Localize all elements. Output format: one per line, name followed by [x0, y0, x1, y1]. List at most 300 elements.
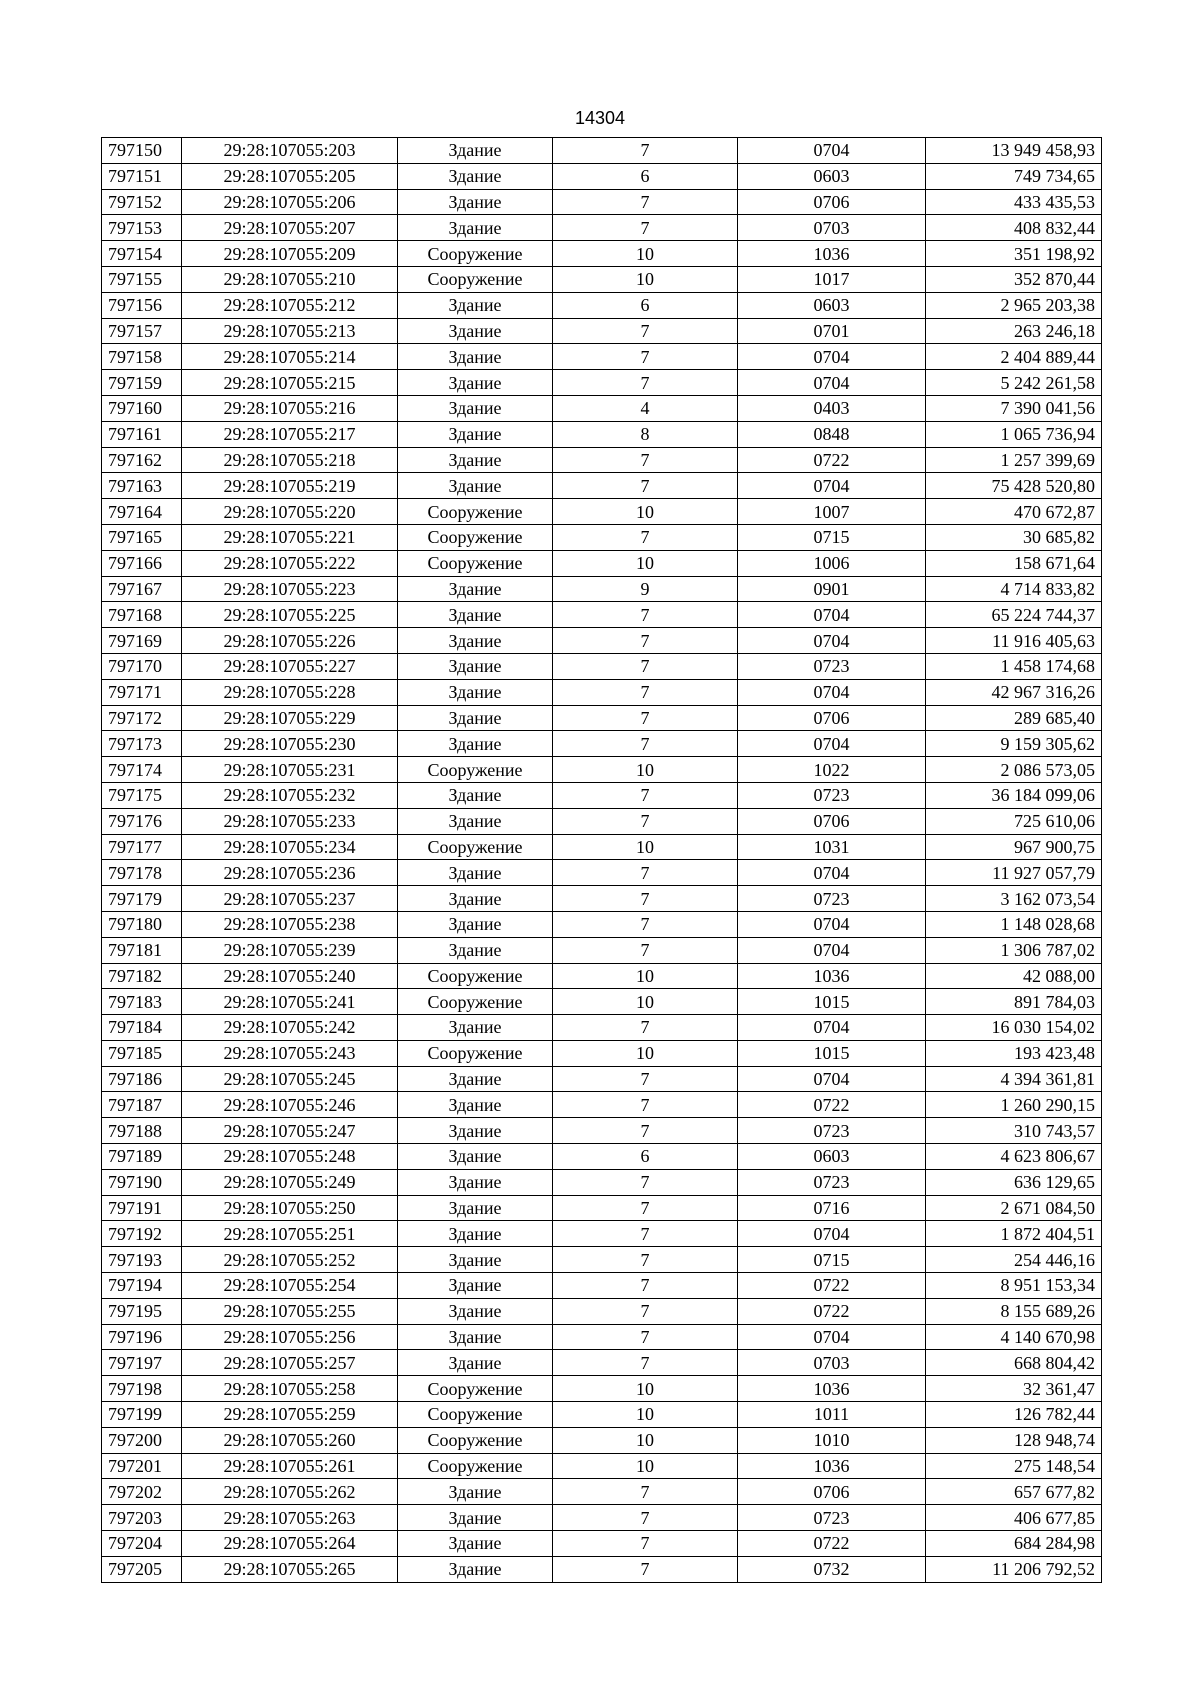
cadastral-number-cell: 29:28:107055:254 — [182, 1273, 398, 1299]
row-number-cell: 797162 — [102, 447, 182, 473]
cadastral-value-cell: 275 148,54 — [926, 1453, 1102, 1479]
table-row — [102, 1531, 1102, 1557]
cadastral-number-cell: 29:28:107055:245 — [182, 1066, 398, 1092]
row-number-cell: 797153 — [102, 215, 182, 241]
row-number-cell: 797185 — [102, 1040, 182, 1066]
table-row — [102, 886, 1102, 912]
object-type-cell: Здание — [398, 370, 553, 396]
cadastral-number-cell: 29:28:107055:219 — [182, 473, 398, 499]
table-row — [102, 292, 1102, 318]
cadastral-value-cell: 128 948,74 — [926, 1427, 1102, 1453]
group-cell: 10 — [553, 1040, 738, 1066]
object-type-cell: Здание — [398, 1195, 553, 1221]
table-row — [102, 241, 1102, 267]
group-cell: 7 — [553, 1169, 738, 1195]
cadastral-value-cell: 126 782,44 — [926, 1402, 1102, 1428]
table-row — [102, 1195, 1102, 1221]
row-number-cell: 797170 — [102, 653, 182, 679]
group-cell: 7 — [553, 1556, 738, 1582]
row-number-cell: 797167 — [102, 576, 182, 602]
group-cell: 7 — [553, 1298, 738, 1324]
object-type-cell: Здание — [398, 215, 553, 241]
cadastral-value-cell: 2 086 573,05 — [926, 757, 1102, 783]
cadastral-number-cell: 29:28:107055:257 — [182, 1350, 398, 1376]
row-number-cell: 797204 — [102, 1531, 182, 1557]
table-row — [102, 679, 1102, 705]
cadastral-number-cell: 29:28:107055:261 — [182, 1453, 398, 1479]
cadastral-value-cell: 13 949 458,93 — [926, 138, 1102, 164]
table-row — [102, 266, 1102, 292]
cadastral-number-cell: 29:28:107055:212 — [182, 292, 398, 318]
code-cell: 0403 — [738, 395, 926, 421]
code-cell: 0701 — [738, 318, 926, 344]
cadastral-value-cell: 75 428 520,80 — [926, 473, 1102, 499]
group-cell: 7 — [553, 731, 738, 757]
group-cell: 7 — [553, 1221, 738, 1247]
code-cell: 0704 — [738, 370, 926, 396]
code-cell: 1022 — [738, 757, 926, 783]
page-number: 14304 — [574, 108, 626, 128]
table-row — [102, 1221, 1102, 1247]
row-number-cell: 797201 — [102, 1453, 182, 1479]
row-number-cell: 797171 — [102, 679, 182, 705]
row-number-cell: 797199 — [102, 1402, 182, 1428]
cadastral-value-cell: 1 872 404,51 — [926, 1221, 1102, 1247]
table-row — [102, 963, 1102, 989]
cadastral-value-cell: 9 159 305,62 — [926, 731, 1102, 757]
cadastral-number-cell: 29:28:107055:221 — [182, 524, 398, 550]
object-type-cell: Сооружение — [398, 499, 553, 525]
table-row — [102, 318, 1102, 344]
group-cell: 7 — [553, 1118, 738, 1144]
row-number-cell: 797179 — [102, 886, 182, 912]
object-type-cell: Здание — [398, 1092, 553, 1118]
cadastral-number-cell: 29:28:107055:206 — [182, 189, 398, 215]
object-type-cell: Сооружение — [398, 266, 553, 292]
table-row — [102, 1505, 1102, 1531]
group-cell: 6 — [553, 292, 738, 318]
cadastral-number-cell: 29:28:107055:223 — [182, 576, 398, 602]
cadastral-value-cell: 967 900,75 — [926, 834, 1102, 860]
cadastral-value-cell: 1 257 399,69 — [926, 447, 1102, 473]
cadastral-number-cell: 29:28:107055:251 — [182, 1221, 398, 1247]
table-row — [102, 1402, 1102, 1428]
object-type-cell: Здание — [398, 1066, 553, 1092]
code-cell: 1007 — [738, 499, 926, 525]
object-type-cell: Сооружение — [398, 550, 553, 576]
cadastral-value-cell: 725 610,06 — [926, 808, 1102, 834]
code-cell: 0722 — [738, 1298, 926, 1324]
cadastral-value-cell: 1 065 736,94 — [926, 421, 1102, 447]
table-row — [102, 653, 1102, 679]
cadastral-value-cell: 11 916 405,63 — [926, 628, 1102, 654]
object-type-cell: Здание — [398, 1118, 553, 1144]
group-cell: 7 — [553, 886, 738, 912]
object-type-cell: Здание — [398, 731, 553, 757]
table-row — [102, 1273, 1102, 1299]
object-type-cell: Здание — [398, 705, 553, 731]
cadastral-number-cell: 29:28:107055:247 — [182, 1118, 398, 1144]
object-type-cell: Здание — [398, 318, 553, 344]
code-cell: 0723 — [738, 782, 926, 808]
code-cell: 0723 — [738, 1118, 926, 1144]
row-number-cell: 797193 — [102, 1247, 182, 1273]
row-number-cell: 797166 — [102, 550, 182, 576]
object-type-cell: Здание — [398, 937, 553, 963]
group-cell: 10 — [553, 241, 738, 267]
table-row — [102, 1015, 1102, 1041]
table-row — [102, 1298, 1102, 1324]
cadastral-value-cell: 433 435,53 — [926, 189, 1102, 215]
cadastral-value-cell: 5 242 261,58 — [926, 370, 1102, 396]
object-type-cell: Здание — [398, 1015, 553, 1041]
code-cell: 0706 — [738, 705, 926, 731]
cadastral-number-cell: 29:28:107055:237 — [182, 886, 398, 912]
table-row — [102, 1040, 1102, 1066]
row-number-cell: 797175 — [102, 782, 182, 808]
code-cell: 0706 — [738, 189, 926, 215]
cadastral-value-cell: 7 390 041,56 — [926, 395, 1102, 421]
object-type-cell: Здание — [398, 473, 553, 499]
object-type-cell: Здание — [398, 1273, 553, 1299]
cadastral-number-cell: 29:28:107055:226 — [182, 628, 398, 654]
row-number-cell: 797158 — [102, 344, 182, 370]
row-number-cell: 797188 — [102, 1118, 182, 1144]
cadastral-number-cell: 29:28:107055:209 — [182, 241, 398, 267]
group-cell: 10 — [553, 550, 738, 576]
code-cell: 0704 — [738, 1015, 926, 1041]
object-type-cell: Здание — [398, 576, 553, 602]
table-row — [102, 808, 1102, 834]
table-row — [102, 1169, 1102, 1195]
cadastral-number-cell: 29:28:107055:243 — [182, 1040, 398, 1066]
group-cell: 10 — [553, 834, 738, 860]
group-cell: 7 — [553, 318, 738, 344]
object-type-cell: Здание — [398, 886, 553, 912]
row-number-cell: 797160 — [102, 395, 182, 421]
cadastral-number-cell: 29:28:107055:222 — [182, 550, 398, 576]
object-type-cell: Сооружение — [398, 1453, 553, 1479]
cadastral-value-cell: 2 404 889,44 — [926, 344, 1102, 370]
cadastral-number-cell: 29:28:107055:248 — [182, 1144, 398, 1170]
group-cell: 7 — [553, 447, 738, 473]
group-cell: 7 — [553, 679, 738, 705]
object-type-cell: Здание — [398, 602, 553, 628]
code-cell: 0704 — [738, 1221, 926, 1247]
group-cell: 7 — [553, 705, 738, 731]
code-cell: 0715 — [738, 1247, 926, 1273]
cadastral-value-cell: 1 260 290,15 — [926, 1092, 1102, 1118]
code-cell: 0704 — [738, 731, 926, 757]
row-number-cell: 797151 — [102, 163, 182, 189]
table-row — [102, 1479, 1102, 1505]
row-number-cell: 797157 — [102, 318, 182, 344]
code-cell: 0715 — [738, 524, 926, 550]
code-cell: 1036 — [738, 1376, 926, 1402]
group-cell: 10 — [553, 1376, 738, 1402]
code-cell: 0704 — [738, 860, 926, 886]
cadastral-number-cell: 29:28:107055:231 — [182, 757, 398, 783]
object-type-cell: Здание — [398, 1556, 553, 1582]
object-type-cell: Здание — [398, 1479, 553, 1505]
table-row — [102, 782, 1102, 808]
code-cell: 0704 — [738, 344, 926, 370]
group-cell: 10 — [553, 1453, 738, 1479]
code-cell: 0723 — [738, 653, 926, 679]
row-number-cell: 797182 — [102, 963, 182, 989]
cadastral-value-cell: 4 140 670,98 — [926, 1324, 1102, 1350]
code-cell: 0722 — [738, 447, 926, 473]
row-number-cell: 797203 — [102, 1505, 182, 1531]
cadastral-number-cell: 29:28:107055:225 — [182, 602, 398, 628]
table-row — [102, 1453, 1102, 1479]
cadastral-number-cell: 29:28:107055:214 — [182, 344, 398, 370]
cadastral-value-cell: 4 714 833,82 — [926, 576, 1102, 602]
table-row — [102, 163, 1102, 189]
table-row — [102, 1092, 1102, 1118]
group-cell: 10 — [553, 499, 738, 525]
row-number-cell: 797169 — [102, 628, 182, 654]
group-cell: 7 — [553, 1273, 738, 1299]
row-number-cell: 797200 — [102, 1427, 182, 1453]
row-number-cell: 797205 — [102, 1556, 182, 1582]
group-cell: 8 — [553, 421, 738, 447]
row-number-cell: 797164 — [102, 499, 182, 525]
group-cell: 7 — [553, 189, 738, 215]
code-cell: 0704 — [738, 679, 926, 705]
table-body — [102, 138, 1102, 1583]
cadastral-value-cell: 351 198,92 — [926, 241, 1102, 267]
cadastral-value-cell: 470 672,87 — [926, 499, 1102, 525]
cadastral-number-cell: 29:28:107055:255 — [182, 1298, 398, 1324]
cadastral-value-cell: 668 804,42 — [926, 1350, 1102, 1376]
group-cell: 7 — [553, 808, 738, 834]
group-cell: 10 — [553, 1427, 738, 1453]
cadastral-value-cell: 42 967 316,26 — [926, 679, 1102, 705]
row-number-cell: 797163 — [102, 473, 182, 499]
table-row — [102, 834, 1102, 860]
table-row — [102, 395, 1102, 421]
object-type-cell: Здание — [398, 421, 553, 447]
cadastral-value-cell: 1 458 174,68 — [926, 653, 1102, 679]
group-cell: 7 — [553, 138, 738, 164]
table-row — [102, 550, 1102, 576]
cadastral-value-cell: 11 206 792,52 — [926, 1556, 1102, 1582]
row-number-cell: 797159 — [102, 370, 182, 396]
row-number-cell: 797195 — [102, 1298, 182, 1324]
object-type-cell: Сооружение — [398, 524, 553, 550]
object-type-cell: Здание — [398, 138, 553, 164]
cadastral-number-cell: 29:28:107055:230 — [182, 731, 398, 757]
group-cell: 7 — [553, 602, 738, 628]
group-cell: 7 — [553, 1505, 738, 1531]
code-cell: 0703 — [738, 1350, 926, 1376]
cadastral-value-cell: 8 951 153,34 — [926, 1273, 1102, 1299]
cadastral-number-cell: 29:28:107055:213 — [182, 318, 398, 344]
cadastral-value-cell: 310 743,57 — [926, 1118, 1102, 1144]
cadastral-value-table — [101, 137, 1102, 1583]
group-cell: 7 — [553, 628, 738, 654]
cadastral-number-cell: 29:28:107055:236 — [182, 860, 398, 886]
object-type-cell: Здание — [398, 628, 553, 654]
cadastral-number-cell: 29:28:107055:218 — [182, 447, 398, 473]
table-row — [102, 1324, 1102, 1350]
code-cell: 1011 — [738, 1402, 926, 1428]
group-cell: 10 — [553, 989, 738, 1015]
code-cell: 0723 — [738, 1169, 926, 1195]
cadastral-number-cell: 29:28:107055:233 — [182, 808, 398, 834]
object-type-cell: Здание — [398, 189, 553, 215]
group-cell: 7 — [553, 1015, 738, 1041]
code-cell: 1017 — [738, 266, 926, 292]
code-cell: 1010 — [738, 1427, 926, 1453]
cadastral-value-cell: 408 832,44 — [926, 215, 1102, 241]
object-type-cell: Сооружение — [398, 1402, 553, 1428]
table-row — [102, 473, 1102, 499]
table-row — [102, 1247, 1102, 1273]
object-type-cell: Здание — [398, 1505, 553, 1531]
row-number-cell: 797156 — [102, 292, 182, 318]
cadastral-number-cell: 29:28:107055:259 — [182, 1402, 398, 1428]
row-number-cell: 797186 — [102, 1066, 182, 1092]
cadastral-value-cell: 636 129,65 — [926, 1169, 1102, 1195]
code-cell: 0603 — [738, 163, 926, 189]
object-type-cell: Здание — [398, 1350, 553, 1376]
cadastral-value-cell: 32 361,47 — [926, 1376, 1102, 1402]
group-cell: 10 — [553, 1402, 738, 1428]
table-row — [102, 989, 1102, 1015]
table-row — [102, 602, 1102, 628]
row-number-cell: 797168 — [102, 602, 182, 628]
cadastral-value-cell: 684 284,98 — [926, 1531, 1102, 1557]
cadastral-value-cell: 254 446,16 — [926, 1247, 1102, 1273]
code-cell: 1031 — [738, 834, 926, 860]
object-type-cell: Здание — [398, 679, 553, 705]
object-type-cell: Здание — [398, 447, 553, 473]
object-type-cell: Здание — [398, 1298, 553, 1324]
row-number-cell: 797198 — [102, 1376, 182, 1402]
row-number-cell: 797184 — [102, 1015, 182, 1041]
code-cell: 1006 — [738, 550, 926, 576]
object-type-cell: Сооружение — [398, 757, 553, 783]
cadastral-number-cell: 29:28:107055:262 — [182, 1479, 398, 1505]
cadastral-value-cell: 42 088,00 — [926, 963, 1102, 989]
object-type-cell: Сооружение — [398, 1040, 553, 1066]
code-cell: 0706 — [738, 808, 926, 834]
cadastral-number-cell: 29:28:107055:264 — [182, 1531, 398, 1557]
cadastral-number-cell: 29:28:107055:258 — [182, 1376, 398, 1402]
object-type-cell: Здание — [398, 911, 553, 937]
row-number-cell: 797192 — [102, 1221, 182, 1247]
group-cell: 7 — [553, 1092, 738, 1118]
table-row — [102, 911, 1102, 937]
row-number-cell: 797194 — [102, 1273, 182, 1299]
row-number-cell: 797187 — [102, 1092, 182, 1118]
code-cell: 0704 — [738, 911, 926, 937]
cadastral-number-cell: 29:28:107055:215 — [182, 370, 398, 396]
row-number-cell: 797172 — [102, 705, 182, 731]
object-type-cell: Здание — [398, 344, 553, 370]
row-number-cell: 797181 — [102, 937, 182, 963]
cadastral-number-cell: 29:28:107055:250 — [182, 1195, 398, 1221]
code-cell: 0703 — [738, 215, 926, 241]
group-cell: 7 — [553, 1479, 738, 1505]
row-number-cell: 797196 — [102, 1324, 182, 1350]
table-row — [102, 370, 1102, 396]
object-type-cell: Сооружение — [398, 1427, 553, 1453]
row-number-cell: 797154 — [102, 241, 182, 267]
table-row — [102, 524, 1102, 550]
cadastral-number-cell: 29:28:107055:260 — [182, 1427, 398, 1453]
object-type-cell: Здание — [398, 1144, 553, 1170]
cadastral-value-cell: 2 965 203,38 — [926, 292, 1102, 318]
code-cell: 1015 — [738, 989, 926, 1015]
cadastral-value-cell: 36 184 099,06 — [926, 782, 1102, 808]
cadastral-number-cell: 29:28:107055:205 — [182, 163, 398, 189]
cadastral-number-cell: 29:28:107055:234 — [182, 834, 398, 860]
code-cell: 0723 — [738, 1505, 926, 1531]
row-number-cell: 797165 — [102, 524, 182, 550]
cadastral-number-cell: 29:28:107055:265 — [182, 1556, 398, 1582]
code-cell: 0722 — [738, 1273, 926, 1299]
code-cell: 0848 — [738, 421, 926, 447]
cadastral-number-cell: 29:28:107055:216 — [182, 395, 398, 421]
object-type-cell: Здание — [398, 1247, 553, 1273]
group-cell: 7 — [553, 1531, 738, 1557]
code-cell: 0704 — [738, 1066, 926, 1092]
cadastral-number-cell: 29:28:107055:228 — [182, 679, 398, 705]
row-number-cell: 797197 — [102, 1350, 182, 1376]
cadastral-number-cell: 29:28:107055:263 — [182, 1505, 398, 1531]
group-cell: 7 — [553, 782, 738, 808]
code-cell: 0706 — [738, 1479, 926, 1505]
group-cell: 10 — [553, 963, 738, 989]
cadastral-value-cell: 289 685,40 — [926, 705, 1102, 731]
cadastral-number-cell: 29:28:107055:252 — [182, 1247, 398, 1273]
group-cell: 7 — [553, 1350, 738, 1376]
group-cell: 7 — [553, 215, 738, 241]
group-cell: 7 — [553, 344, 738, 370]
row-number-cell: 797152 — [102, 189, 182, 215]
group-cell: 4 — [553, 395, 738, 421]
row-number-cell: 797183 — [102, 989, 182, 1015]
table-row — [102, 189, 1102, 215]
cadastral-value-cell: 158 671,64 — [926, 550, 1102, 576]
cadastral-value-cell: 4 623 806,67 — [926, 1144, 1102, 1170]
group-cell: 10 — [553, 266, 738, 292]
group-cell: 6 — [553, 163, 738, 189]
group-cell: 7 — [553, 860, 738, 886]
cadastral-value-cell: 3 162 073,54 — [926, 886, 1102, 912]
table-row — [102, 860, 1102, 886]
group-cell: 10 — [553, 757, 738, 783]
code-cell: 0722 — [738, 1531, 926, 1557]
cadastral-value-cell: 406 677,85 — [926, 1505, 1102, 1531]
group-cell: 7 — [553, 1066, 738, 1092]
object-type-cell: Здание — [398, 292, 553, 318]
table-row — [102, 576, 1102, 602]
row-number-cell: 797176 — [102, 808, 182, 834]
cadastral-number-cell: 29:28:107055:238 — [182, 911, 398, 937]
group-cell: 7 — [553, 473, 738, 499]
cadastral-number-cell: 29:28:107055:256 — [182, 1324, 398, 1350]
table-row — [102, 705, 1102, 731]
object-type-cell: Сооружение — [398, 963, 553, 989]
object-type-cell: Здание — [398, 1221, 553, 1247]
cadastral-value-cell: 65 224 744,37 — [926, 602, 1102, 628]
cadastral-number-cell: 29:28:107055:229 — [182, 705, 398, 731]
cadastral-value-cell: 16 030 154,02 — [926, 1015, 1102, 1041]
